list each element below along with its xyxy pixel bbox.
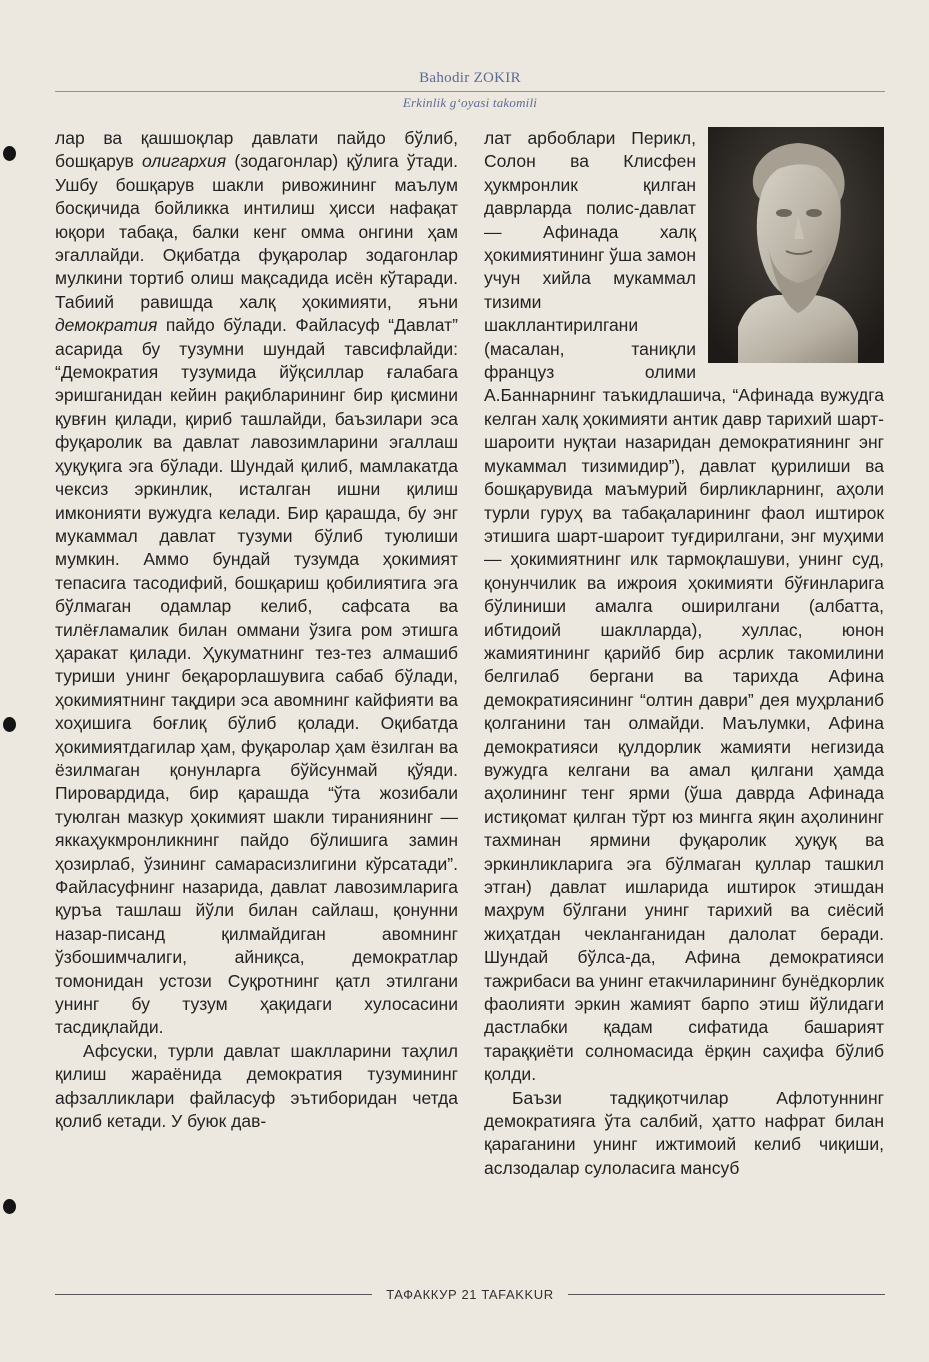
paragraph: Афсуски, турли давлат шаклларини таҳлил қилиш жараёнида демократия тузумининг афзалликлари файласуф эътиборидан четда қолиб кетади. У буюк дав- (55, 1040, 458, 1132)
text-run: пайдо бўлади. Файласуф “Давлат” асарида бу тузумни шундай тавсифлайди: “Демократия тузумида йўқсиллар ғалабага эришганидан кейин рақибларининг бир қисмини қувғин қилади, қириб ташлайди, баъзилари эса фуқаролик ва давлат лавозимларини эгаллаш ҳуқуқига эга бўлади. Шундай қилиб, мамлакатда чексиз эркинлик, исталган ишни қилиш имконияти вужудга келади. Бир қарашда, бу энг мукаммал давлат тузуми бўлиб туюлиши мумкин. Аммо бундай тузумда ҳокимият тепасига тасодифий, бошқариш қобилиятига эга бўлмаган одамлар келиб, сафсата ва тилёғламалик билан оммани ўзига ром этишга ҳаракат қилади. Ҳукуматнинг тез-тез алмашиб туриши унинг беқарорлашувига сабаб бўлади, ҳокимиятнинг тақдири эса авомнинг кайфияти ва хоҳишига боғлиқ бўлиб қолади. Оқибатда ҳокимиятдагилар ҳам, фуқаролар ҳам ёзилган ва ёзилмаган қонунларга бўйсунмай қўяди. Пировардида, бир қарашда “ўта жозибали туюлган мазкур ҳокимият шакли тираниянинг — яккаҳукмронликнинг пайдо бўлишига замин ҳозирлаб, ўзининг самарасизлигини кўрсатади”. Файласуфнинг назарида, давлат лавозимларига қуръа ташлаш йўли билан сайлаш, қонунни назар-писанд қилмайдиган авомнинг ўзбошимчалиги, айниқса, демократлар томонидан устози Суқротнинг қатл этилгани унинг бу тузум ҳақидаги хулосасини тасдиқлайди. (55, 315, 458, 1038)
header-subtitle: Erkinlik g‘oyasi takomili (402, 95, 538, 110)
text-run: лар ва қашшоқлар давлати пайдо бўлиб, бошқарув (55, 128, 458, 172)
page-footer (55, 1284, 885, 1304)
paragraph: лат арбоблари Перикл, Солон ва Клисфен ҳукмронлик қилган даврларда полис-давлат — Афинада халқ ҳокимиятининг ўша замон учун хийла мукаммал тизими шакллантирилгани (масалан, таниқли француз олими А.Баннарнинг таъкидлашича, “Афинада вужудга келган халқ ҳокимияти антик давр тарихий шарт-шароити нуқтаи назаридан демократиянинг энг мукаммал тизимидир”), давлат қурилиши ва бошқарувида маъмурий бирликларнинг, аҳоли турли гуруҳ ва табақаларининг фаол иштирок этишига шарт-шароит туғдирилгани, энг муҳими — ҳокимиятнинг илк тармоқлашуви, унинг суд, қонунчилик ва ижроия ҳокимияти бўғинларига бўлиниши амалга оширилгани (албатта, ибтидоий шаклларда), хуллас, юнон жамиятининг қарийб бир асрлик такомилини белгилаб бергани ва тарихда Афина демократиясининг “олтин даври” дея муҳрланиб қолганини тан олмайди. Маълумки, Афина демократияси қулдорлик жамияти негизида вужудга келгани ва амал қилгани ҳамда аҳолининг тенг ярми (ўша даврда Афинада истиқомат қилган тўрт юз мингга яқин аҳолининг тахминан ярмини фуқаролик ҳуқуқ ва эркинликларига эга бўлмаган қуллар ташкил этган) давлат ишларида иштирок этишдан маҳрум бўлгани унинг тарихий ва сиёсий жиҳатдан чекланганидан далолат беради. Шундай бўлса-да, Афина демократияси тажрибаси ва унинг етакчиларининг бунёдкорлик фаолияти эркин жамият барпо этиш йўлидаги дастлабки қадам сифатида башарият тараққиёти солномасида ёрқин саҳифа бўлиб қолди. (484, 128, 884, 1085)
paragraph (55, 127, 458, 1040)
binder-hole (3, 1199, 16, 1214)
header-author: Bahodir ZOKIR (419, 70, 521, 86)
left-column (55, 127, 458, 1133)
footer-page-label: ТАФАККУР 21 TAFAKKUR (386, 1286, 554, 1302)
term-democracy: демократия (55, 315, 158, 336)
text-run: (зодагонлар) қўлига ўтади. Ушбу бошқарув шакли ривожининг маълум босқичида бойликка интилиш ҳисси нафақат юқори табақа, балки кенг омма онгини ҳам эгаллайди. Оқибатда фуқаролар зодагонлар мулкини тортиб олиш мақсадида исён кўтаради. Табиий равишда халқ ҳокимияти, яъни (55, 151, 458, 312)
footer-rule-left (55, 1294, 372, 1295)
binder-hole (3, 146, 16, 161)
right-column (484, 127, 884, 1180)
footer-rule-right (568, 1294, 885, 1295)
paragraph: Баъзи тадқиқотчилар Афлотуннинг демократияга ўта салбий, ҳатто нафрат билан қараганини унинг ижтимоий келиб чиқиши, аслзодалар сулоласига мансуб (484, 1087, 884, 1178)
running-header (55, 70, 885, 111)
term-oligarchy: олигархия (142, 151, 227, 172)
header-rule (55, 91, 885, 92)
plato-bust-image (708, 127, 884, 363)
binder-hole (3, 717, 16, 732)
